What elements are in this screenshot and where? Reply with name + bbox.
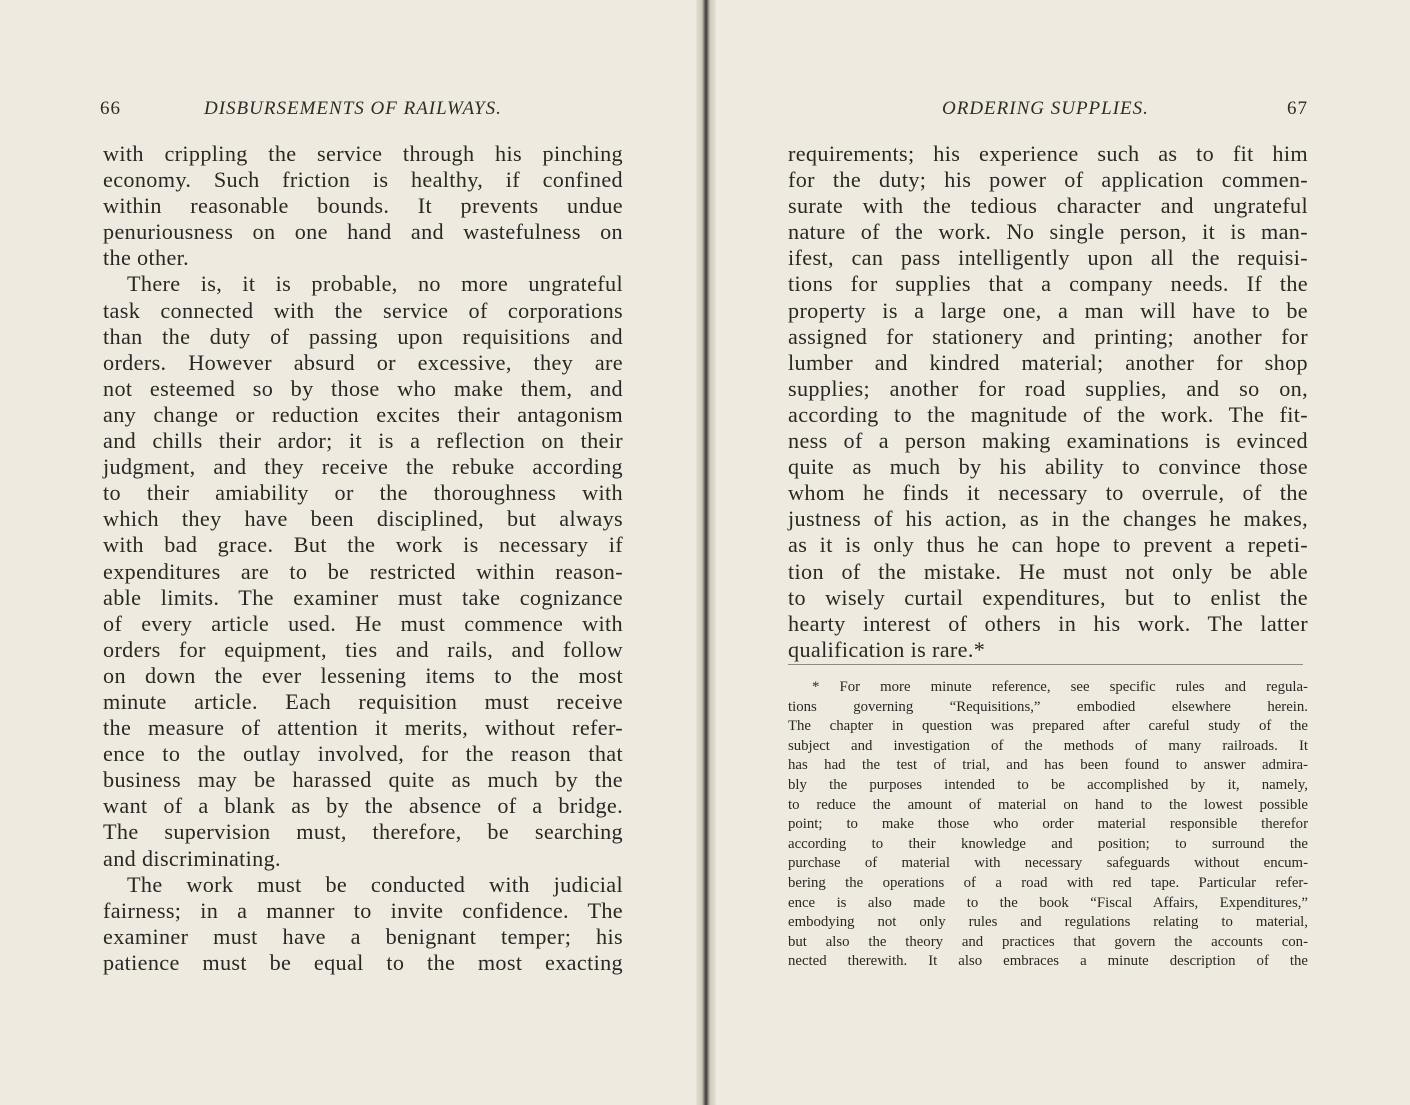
text-line: assigned for stationery and printing; another for: [788, 323, 1308, 349]
text-line: any change or reduction excites their antagonism: [103, 401, 623, 427]
text-line: qualification is rare.*: [788, 636, 986, 662]
text-line: minute article. Each requisition must receive: [103, 688, 623, 714]
footnote-line: to reduce the amount of material on hand to the lowest possible: [788, 796, 1308, 813]
text-line: want of a blank as by the absence of a bridge.: [103, 793, 623, 819]
text-line: ifest, can pass intelligently upon all the requisi-: [788, 245, 1308, 271]
text-line: able limits. The examiner must take cognizance: [103, 584, 623, 610]
text-line: to wisely curtail expenditures, but to enlist the: [788, 584, 1308, 610]
text-line: supplies; another for road supplies, and so on,: [788, 375, 1308, 401]
right-body-text: [788, 141, 1308, 663]
text-line: the other.: [103, 245, 190, 271]
footnote-line: but also the theory and practices that govern the accounts con-: [788, 933, 1308, 950]
text-line: to their amiability or the thoroughness with: [103, 480, 623, 506]
text-line: quite as much by his ability to convince those: [788, 454, 1308, 480]
text-line: patience must be equal to the most exacting: [103, 949, 623, 975]
text-line: orders. However absurd or excessive, they are: [103, 349, 623, 375]
text-line: justness of his action, as in the changes he makes,: [788, 506, 1308, 532]
left-running-title: DISBURSEMENTS OF RAILWAYS.: [204, 98, 502, 119]
text-line: on down the ever lessening items to the most: [103, 662, 623, 688]
footnote-line: subject and investigation of the methods of many railroads. It: [788, 737, 1308, 754]
text-line: penuriousness on one hand and wastefulness on: [103, 219, 623, 245]
text-line: with crippling the service through his pinching: [103, 141, 623, 166]
text-line: The supervision must, therefore, be searching: [103, 819, 623, 845]
footnote-line: purchase of material with necessary safeguards without encum-: [788, 855, 1308, 872]
right-page-number: 67: [1287, 98, 1308, 119]
footnote-line: bering the operations of a road with red tape. Particular refer-: [788, 874, 1308, 891]
text-line: expenditures are to be restricted within reason-: [103, 558, 623, 584]
text-line: of every article used. He must commence with: [103, 610, 623, 636]
text-line: for the duty; his power of application commen-: [788, 167, 1308, 193]
left-page-number: 66: [100, 98, 121, 119]
left-body-text: [103, 141, 623, 976]
text-line: The work must be conducted with judicial: [127, 871, 623, 897]
text-line: property is a large one, a man will have to be: [788, 297, 1308, 323]
right-running-head: [788, 98, 1310, 124]
text-line: and chills their ardor; it is a reflection on their: [103, 428, 623, 454]
text-line: with bad grace. But the work is necessary if: [103, 532, 623, 558]
footnote-line: has had the test of trial, and has been found to answer admira-: [788, 757, 1308, 774]
text-line: ence to the outlay involved, for the reason that: [103, 741, 623, 767]
text-line: economy. Such friction is healthy, if confined: [103, 167, 623, 193]
text-line: whom he finds it necessary to overrule, of the: [788, 480, 1308, 506]
footnote-line: embodying not only rules and regulations relating to material,: [788, 914, 1308, 931]
text-line: business may be harassed quite as much by the: [103, 767, 623, 793]
text-line: as it is only thus he can hope to prevent a repeti-: [788, 532, 1308, 558]
text-line: judgment, and they receive the rebuke according: [103, 454, 623, 480]
footnote-rule: [788, 664, 1303, 665]
text-line: tion of the mistake. He must not only be able: [788, 558, 1308, 584]
footnote-line: * For more minute reference, see specific rules and regula-: [812, 679, 1308, 695]
footnote-line: according to their knowledge and position; to surround the: [788, 835, 1308, 852]
text-line: and discriminating.: [103, 845, 281, 871]
footnote-line: bly the purposes intended to be accomplished by it, namely,: [788, 776, 1308, 793]
text-line: There is, it is probable, no more ungrateful: [127, 271, 623, 297]
footnote-line: The chapter in question was prepared after careful study of the: [788, 718, 1308, 735]
book-gutter: [696, 0, 716, 1105]
footnote-line: tions governing “Requisitions,” embodied elsewhere herein.: [788, 698, 1308, 715]
text-line: requirements; his experience such as to fit him: [788, 141, 1308, 166]
right-running-title: ORDERING SUPPLIES.: [942, 98, 1149, 119]
text-line: than the duty of passing upon requisitions and: [103, 323, 623, 349]
text-line: not esteemed so by those who make them, and: [103, 375, 623, 401]
text-line: tions for supplies that a company needs. If the: [788, 271, 1308, 297]
footnote: [788, 678, 1308, 972]
footnote-line: nected therewith. It also embraces a minute description of the: [788, 953, 1308, 970]
text-line: examiner must have a benignant temper; his: [103, 923, 623, 949]
footnote-line: point; to make those who order material responsible therefor: [788, 816, 1308, 833]
text-line: nature of the work. No single person, it is man-: [788, 219, 1308, 245]
left-running-head: [100, 98, 624, 124]
text-line: surate with the tedious character and ungrateful: [788, 193, 1308, 219]
text-line: fairness; in a manner to invite confidence. The: [103, 897, 623, 923]
text-line: hearty interest of others in his work. The latter: [788, 610, 1308, 636]
text-line: ness of a person making examinations is evinced: [788, 428, 1308, 454]
text-line: the measure of attention it merits, without refer-: [103, 715, 623, 741]
text-line: within reasonable bounds. It prevents undue: [103, 193, 623, 219]
footnote-line: ence is also made to the book “Fiscal Affairs, Expenditures,”: [788, 894, 1308, 911]
text-line: orders for equipment, ties and rails, and follow: [103, 636, 623, 662]
text-line: which they have been disciplined, but always: [103, 506, 623, 532]
text-line: lumber and kindred material; another for shop: [788, 349, 1308, 375]
text-line: according to the magnitude of the work. The fit-: [788, 401, 1308, 427]
text-line: task connected with the service of corporations: [103, 297, 623, 323]
